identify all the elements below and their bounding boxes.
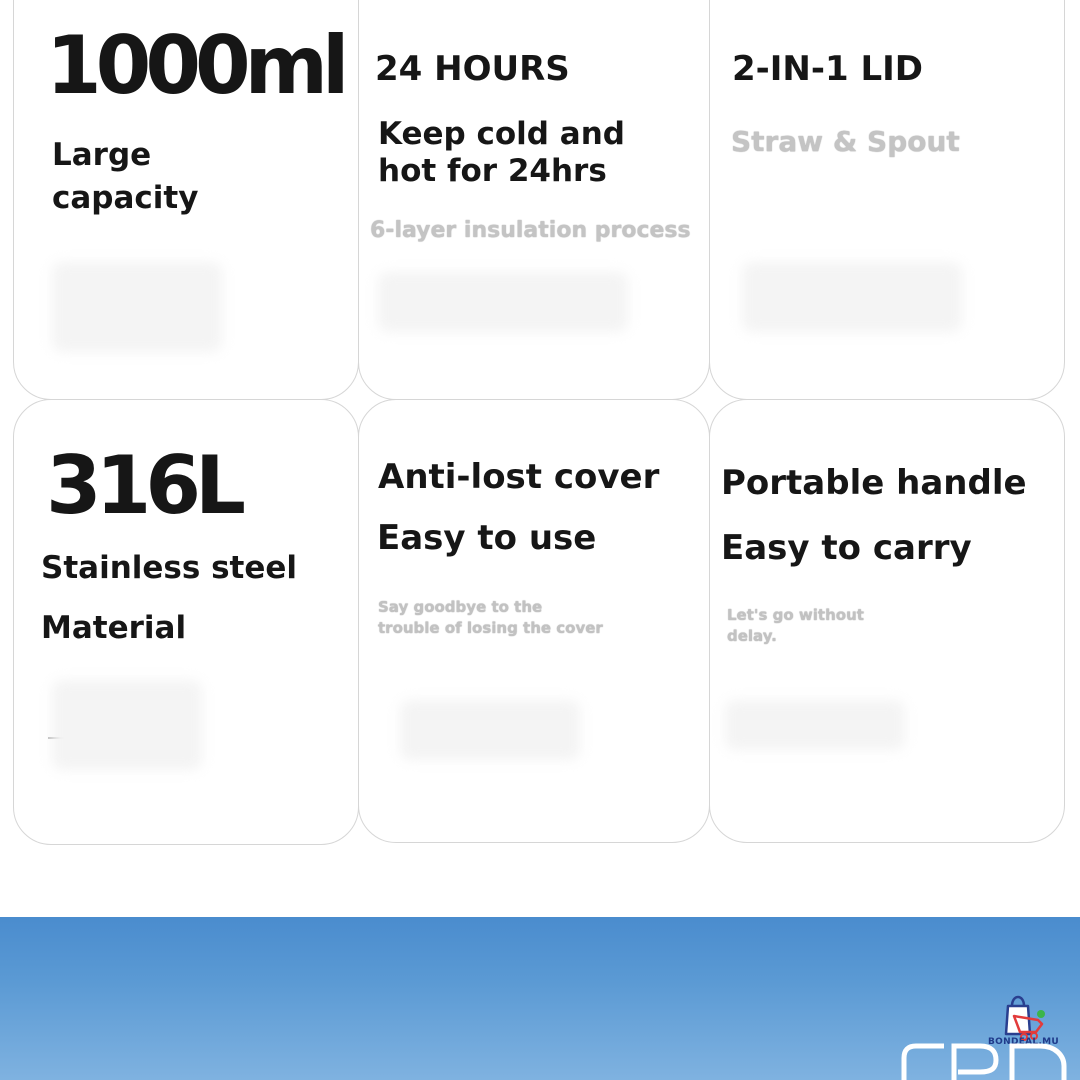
insulation-subtitle-line-1: Keep cold and (378, 116, 625, 152)
insulation-title: 24 HOURS (375, 49, 570, 89)
material-title: 316L (46, 439, 240, 532)
insulation-note: 6-layer insulation process (370, 218, 691, 243)
capacity-subtitle-line-2: capacity (52, 180, 199, 216)
faded-image-area (378, 272, 628, 332)
handle-title: Portable handle (721, 463, 1027, 503)
handle-subtitle: Easy to carry (721, 528, 972, 568)
cover-subtitle: Easy to use (377, 518, 597, 558)
brand-name: BONDEAL.MU (988, 1037, 1060, 1047)
capacity-title: 1000ml (46, 19, 344, 112)
faded-image-area (742, 262, 962, 332)
faded-image-area (52, 680, 202, 770)
material-subtitle-line-1: Stainless steel (41, 550, 298, 586)
lid-title: 2-IN-1 LID (732, 49, 924, 89)
capacity-subtitle-line-1: Large (52, 137, 152, 173)
faded-image-area (725, 700, 905, 750)
partial-logo-graphic (900, 1042, 1070, 1080)
cover-note: Say goodbye to the trouble of losing the cover (378, 598, 603, 637)
material-subtitle-line-2: Material (41, 610, 187, 646)
faded-image-area (400, 700, 580, 760)
lid-note: Straw & Spout (731, 125, 960, 158)
faded-image-area (52, 262, 222, 352)
cover-title: Anti-lost cover (378, 457, 660, 497)
handle-note: Let's go without delay. (727, 606, 864, 645)
insulation-subtitle-line-2: hot for 24hrs (378, 153, 607, 189)
